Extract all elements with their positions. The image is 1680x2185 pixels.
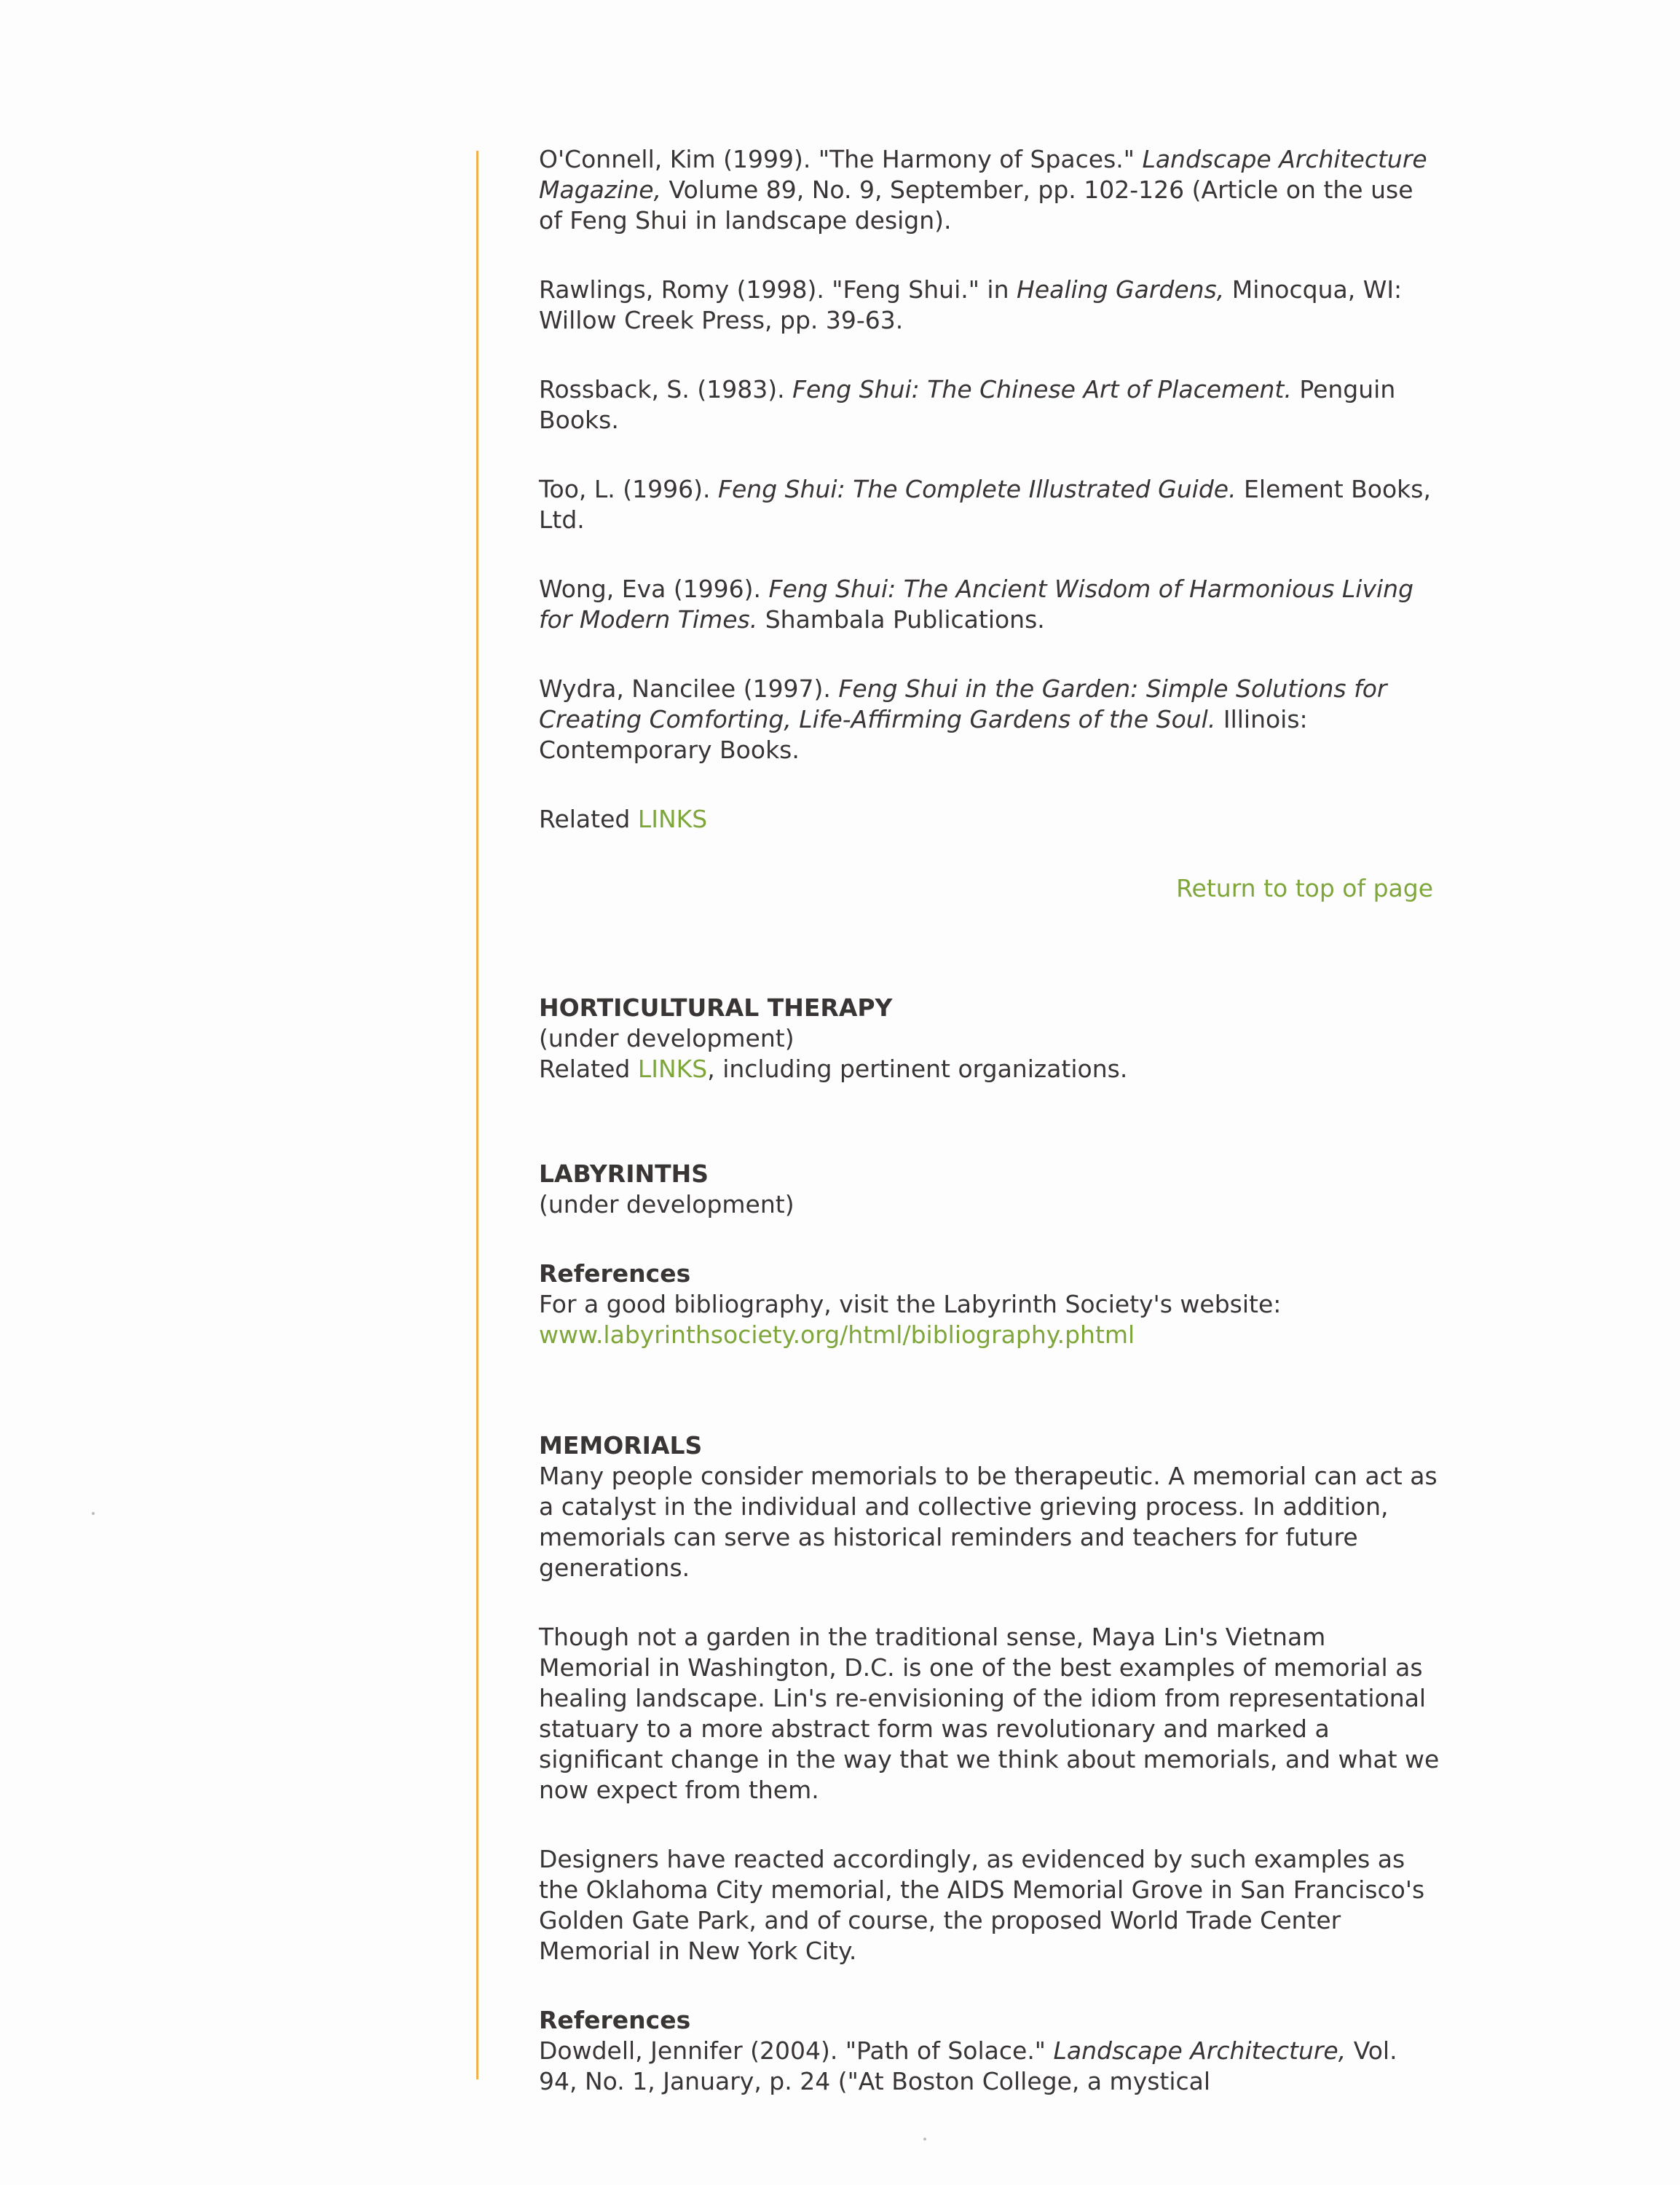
memorials-paragraph: Designers have reacted accordingly, as evidenced by such examples as the Oklahoma City memorial, the AIDS Memorial Grove in San Francisco's Golden Gate Park, and of course, the proposed World Trade Center Memorial in New York City. [539, 1845, 1425, 1965]
labyrinth-society-link[interactable]: www.labyrinthsociety.org/html/bibliography.phtml [539, 1320, 1135, 1349]
publication-title: Feng Shui: The Complete Illustrated Guide. [718, 475, 1237, 503]
scan-speck [92, 1512, 95, 1515]
memorials-paragraph: Though not a garden in the traditional sense, Maya Lin's Vietnam Memorial in Washington, D.C. is one of the best examples of memorial as healing landscape. Lin's re-envisioning of the idiom from representational statuary to a more abstract form was revolutionary and marked a significant change in the way that we think about memorials, and what we now expect from them. [539, 1623, 1440, 1804]
memorials-reference-entry: Dowdell, Jennifer (2004). "Path of Solace." Landscape Architecture, Vol. 94, No. 1, January, p. 24 ("At Boston College, a mystical [539, 2036, 1397, 2095]
publication-title: Feng Shui: The Chinese Art of Placement. [792, 375, 1292, 403]
memorials-section [539, 1430, 1442, 2097]
publication-title: Landscape Architecture Magazine, [539, 145, 1427, 204]
scan-speck [923, 2138, 926, 2141]
bibliography-entry: Too, L. (1996). Feng Shui: The Complete Illustrated Guide. Element Books, Ltd. [539, 475, 1431, 534]
horticultural-therapy-section [539, 993, 1442, 1084]
bibliography-entry: Wydra, Nancilee (1997). Feng Shui in the Garden: Simple Solutions for Creating Comforting, Life-Affirming Gardens of the Soul. Illinois: Contemporary Books. [539, 674, 1387, 764]
bibliography-entry: Rawlings, Romy (1998). "Feng Shui." in Healing Gardens, Minocqua, WI: Willow Creek Press, pp. 39-63. [539, 275, 1403, 334]
labyrinths-status: (under development) [539, 1190, 794, 1219]
memorials-heading: MEMORIALS [539, 1431, 703, 1460]
labyrinths-section [539, 1159, 1442, 1220]
bibliography-entry: O'Connell, Kim (1999). "The Harmony of Spaces." Landscape Architecture Magazine, Volume 89, No. 9, September, pp. 102-126 (Article on the use of Feng Shui in landscape design). [539, 145, 1427, 235]
page-content [539, 144, 1442, 2097]
labyrinths-heading: LABYRINTHS [539, 1160, 709, 1188]
labyrinths-references-text: For a good bibliography, visit the Labyrinth Society's website: [539, 1290, 1282, 1318]
memorials-paragraph: Many people consider memorials to be therapeutic. A memorial can act as a catalyst in the individual and collective grieving process. In addition, memorials can serve as historical reminders and teachers for future generations. [539, 1462, 1438, 1582]
return-to-top-link[interactable]: Return to top of page [1176, 874, 1433, 902]
labyrinths-references [539, 1259, 1442, 1350]
return-top-wrapper [539, 873, 1442, 904]
related-links-link[interactable]: LINKS [637, 805, 708, 833]
labyrinths-references-heading: References [539, 1259, 691, 1288]
publication-title: Healing Gardens, [1017, 275, 1225, 304]
memorials-references-heading: References [539, 2006, 691, 2034]
vertical-rule [476, 151, 478, 2079]
horticultural-status: (under development) [539, 1024, 794, 1052]
bibliography-entry: Wong, Eva (1996). Feng Shui: The Ancient Wisdom of Harmonious Living for Modern Times. Shambala Publications. [539, 575, 1414, 634]
bibliography-entry: Rossback, S. (1983). Feng Shui: The Chinese Art of Placement. Penguin Books. [539, 375, 1396, 434]
horticultural-therapy-heading: HORTICULTURAL THERAPY [539, 993, 893, 1022]
horticultural-links-link[interactable]: LINKS [637, 1055, 708, 1083]
related-links-line: Related LINKS [539, 805, 708, 833]
publication-title: Feng Shui: The Ancient Wisdom of Harmonious Living for Modern Times. [539, 575, 1414, 634]
publication-title: Feng Shui in the Garden: Simple Solutions for Creating Comforting, Life-Affirming Gardens of the Soul. [539, 674, 1387, 733]
publication-title: Landscape Architecture, [1053, 2036, 1346, 2065]
horticultural-related-line: Related LINKS, including pertinent organizations. [539, 1055, 1128, 1083]
bibliography-list [539, 144, 1442, 765]
